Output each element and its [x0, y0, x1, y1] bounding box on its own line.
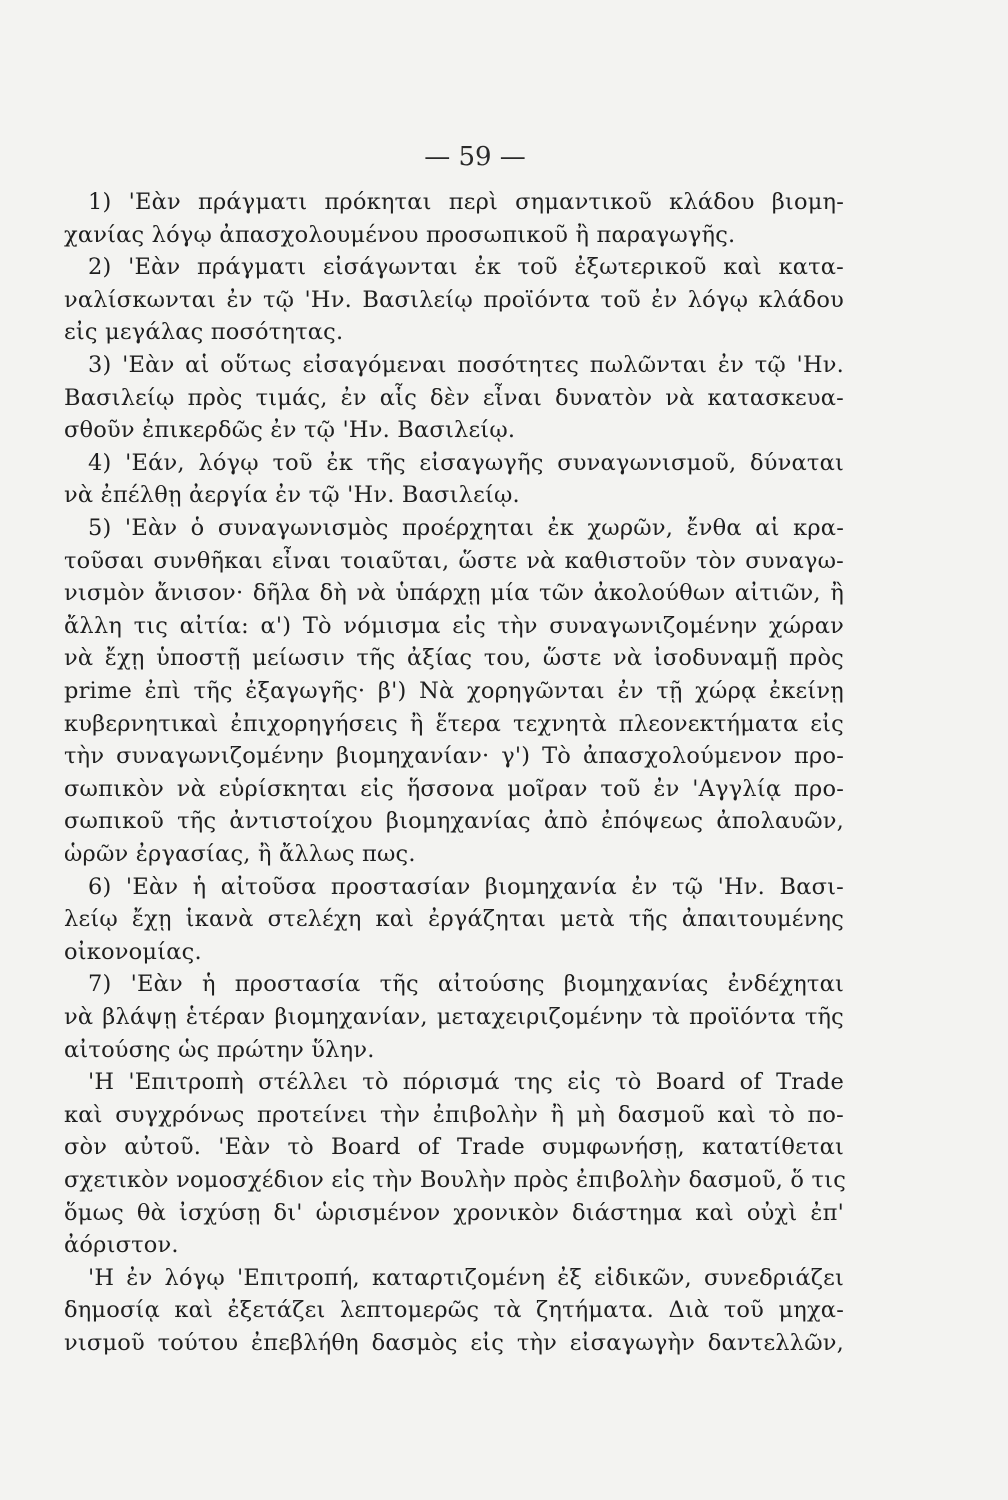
text-line: νὰ ἔχῃ ὑποστῇ μείωσιν τῆς ἀξίας του, ὥστε νὰ ἰσοδυναμῇ πρὸς	[64, 645, 844, 672]
text-line: σθοῦν ἐπικερδῶς ἐν τῷ 'Ην. Βασιλείῳ.	[64, 417, 516, 444]
text-line: τὴν συναγωνιζομένην βιομηχανίαν· γ') Τὸ ἀπασχολούμενον προ-	[64, 743, 844, 770]
text-line: ἀόριστον.	[64, 1232, 179, 1259]
text-line: 7) 'Εὰν ἡ προστασία τῆς αἰτούσης βιομηχανίας ἐνδέχηται	[88, 971, 844, 998]
text-line: 1) 'Εὰν πράγματι πρόκηται περὶ σημαντικοῦ κλάδου βιομη-	[88, 189, 844, 215]
text-line: 'Η ἐν λόγῳ 'Επιτροπή, καταρτιζομένη ἐξ εἰδικῶν, συνεδριάζει	[88, 1264, 844, 1291]
text-line: καὶ συγχρόνως προτείνει τὴν ἐπιβολὴν ἢ μὴ δασμοῦ καὶ τὸ πο-	[64, 1101, 844, 1128]
text-line: ὅμως θὰ ἰσχύσῃ δι' ὡρισμένον χρονικὸν διάστημα καὶ οὐχὶ ἐπ'	[64, 1199, 844, 1226]
text-line: νὰ βλάψῃ ἑτέραν βιομηχανίαν, μεταχειριζομένην τὰ προϊόντα τῆς	[64, 1004, 844, 1030]
text-line: αἰτούσης ὡς πρώτην ὕλην.	[64, 1036, 375, 1063]
text-line: σὸν αὐτοῦ. 'Εὰν τὸ Board of Trade συμφωνήσῃ, κατατίθεται	[64, 1134, 844, 1161]
text-line: σωπικὸν νὰ εὑρίσκηται εἰς ἥσσονα μοῖραν τοῦ ἐν 'Αγγλίᾳ προ-	[64, 775, 844, 802]
text-line: κυβερνητικαὶ ἐπιχορηγήσεις ἢ ἕτερα τεχνητὰ πλεονεκτήματα εἰς	[64, 710, 844, 737]
text-line: σωπικοῦ τῆς ἀντιστοίχου βιομηχανίας ἀπὸ ἐπόψεως ἀπολαυῶν,	[64, 808, 844, 835]
text-line: ἄλλη τις αἰτία: α') Τὸ νόμισμα εἰς τὴν συναγωνιζομένην χώραν	[64, 612, 844, 639]
text-line: ὡρῶν ἐργασίας, ἢ ἄλλως πως.	[64, 841, 416, 867]
text-line: δημοσίᾳ καὶ ἐξετάζει λεπτομερῶς τὰ ζητήματα. Διὰ τοῦ μηχα-	[64, 1297, 844, 1324]
text-line: νὰ ἐπέλθῃ ἀεργία ἐν τῷ 'Ην. Βασιλείῳ.	[64, 482, 520, 509]
text-line: 3) 'Εὰν αἱ οὕτως εἰσαγόμεναι ποσότητες πωλῶνται ἐν τῷ 'Ην.	[88, 352, 844, 378]
text-line: τοῦσαι συνθῆκαι εἶναι τοιαῦται, ὥστε νὰ καθιστοῦν τὸν συναγω-	[64, 547, 844, 574]
text-line: 5) 'Εὰν ὁ συναγωνισμὸς προέρχηται ἐκ χωρῶν, ἔνθα αἱ κρα-	[88, 515, 844, 541]
text-line: νισμὸν ἄνισον· δῆλα δὴ νὰ ὑπάρχῃ μία τῶν ἀκολούθων αἰτιῶν, ἢ	[64, 580, 844, 607]
text-line: σχετικὸν νομοσχέδιον εἰς τὴν Βουλὴν πρὸς ἐπιβολὴν δασμοῦ, ὅ τις	[64, 1167, 847, 1193]
text-line: prime ἐπὶ τῆς ἐξαγωγῆς· β') Νὰ χορηγῶνται ἐν τῇ χώρᾳ ἐκείνῃ	[64, 678, 844, 704]
text-line: Βασιλείῳ πρὸς τιμάς, ἐν αἷς δὲν εἶναι δυνατὸν νὰ κατασκευα-	[64, 384, 844, 411]
text-line: 4) 'Εάν, λόγῳ τοῦ ἐκ τῆς εἰσαγωγῆς συναγωνισμοῦ, δύναται	[88, 449, 844, 476]
text-line: χανίας λόγῳ ἀπασχολουμένου προσωπικοῦ ἢ παραγωγῆς.	[64, 221, 736, 248]
text-line: 'Η 'Επιτροπὴ στέλλει τὸ πόρισμά της εἰς τὸ Board of Trade	[88, 1069, 844, 1096]
text-line: λείῳ ἔχῃ ἱκανὰ στελέχη καὶ ἐργάζηται μετὰ τῆς ἀπαιτουμένης	[64, 906, 844, 933]
page-number: — 59 —	[424, 142, 526, 172]
text-line: οἰκονομίας.	[64, 938, 202, 965]
text-line: 6) 'Εὰν ἡ αἰτοῦσα προστασίαν βιομηχανία ἐν τῷ 'Ην. Βασι-	[88, 873, 844, 900]
text-line: εἰς μεγάλας ποσότητας.	[64, 319, 344, 346]
text-line: νισμοῦ τούτου ἐπεβλήθη δασμὸς εἰς τὴν εἰσαγωγὴν δαντελλῶν,	[64, 1330, 844, 1356]
text-line: ναλίσκωνται ἐν τῷ 'Ην. Βασιλείῳ προϊόντα τοῦ ἐν λόγῳ κλάδου	[64, 286, 844, 313]
text-line: 2) 'Εὰν πράγματι εἰσάγωνται ἐκ τοῦ ἐξωτερικοῦ καὶ κατα-	[88, 254, 844, 281]
